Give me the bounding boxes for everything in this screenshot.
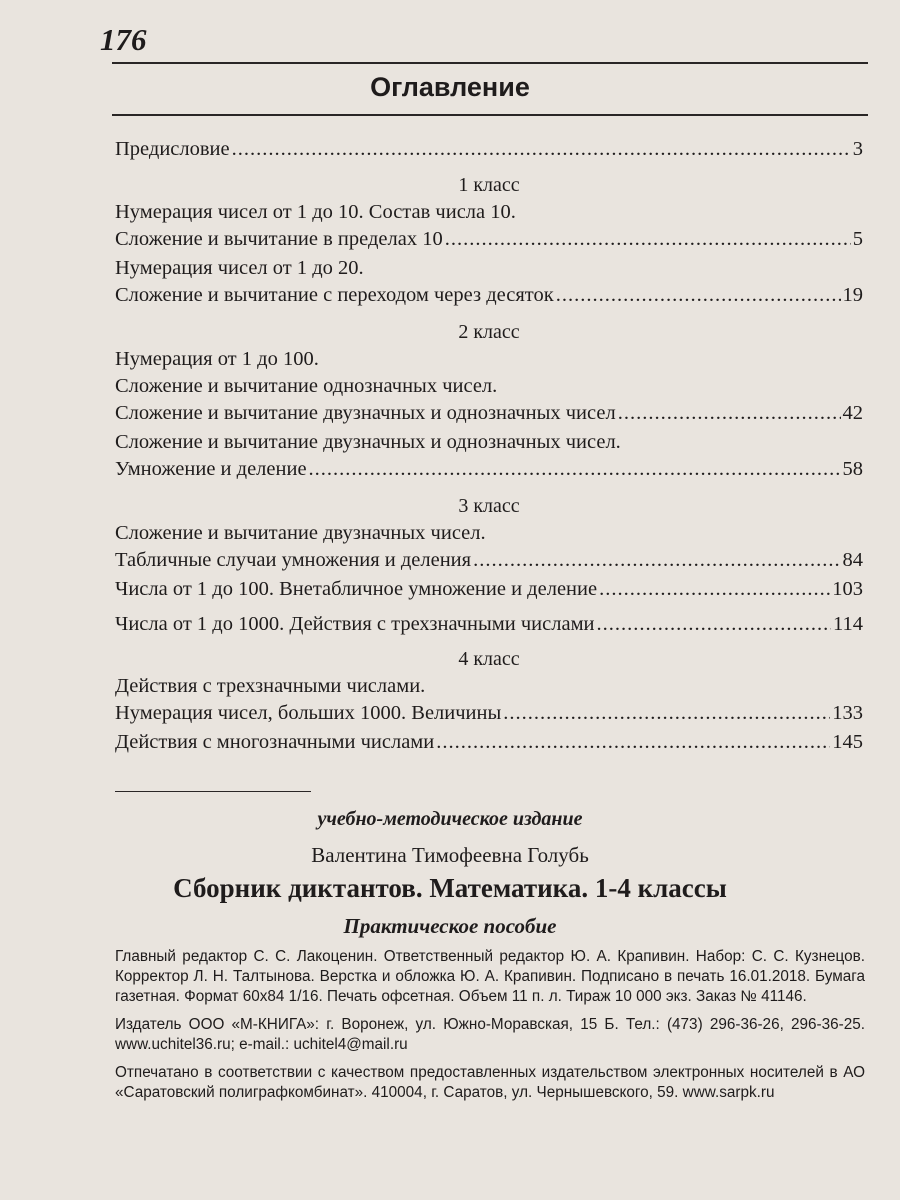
imprint — [115, 947, 865, 1111]
toc-entry-label: Сложение и вычитание однозначных чисел. — [115, 375, 498, 397]
toc-page: 145 — [832, 731, 863, 753]
toc-entry-label: Числа от 1 до 1000. Действия с трехзначными числами — [115, 613, 595, 635]
edition-type: учебно-методическое издание — [317, 808, 583, 830]
credits-text: Главный редактор С. С. Лакоценин. Ответственный редактор Ю. А. Крапивин. Набор: С. С. Кузнецов. Корректор Л. Н. Талтынова. Верстка и обложка Ю. А. Крапивин. Подписано в печать 16.01.2018. Бумага газетная. Формат 60x84 1/16. Печать офсетная. Объем 11 п. л. Тираж 10 000 экз. Заказ № 41146. — [115, 948, 865, 1005]
toc-entry-label: Действия с многозначными числами — [115, 731, 435, 753]
toc-entry[interactable] — [115, 731, 863, 758]
toc-entry[interactable] — [115, 522, 863, 576]
grade-heading-3: 3 класс — [458, 495, 520, 517]
toc-page: 114 — [833, 613, 863, 635]
toc-entry-label: Предисловие — [115, 138, 230, 160]
toc-entry-label: Сложение и вычитание двузначных и однозначных чисел. — [115, 431, 621, 453]
publisher-text: Издатель ООО «М-КНИГА»: г. Воронеж, ул. Южно-Моравская, 15 Б. Тел.: (473) 296-36-26, 296-36-25. www.uchitel36.ru; e-mail.: uchitel4@mail.ru — [115, 1016, 865, 1053]
table-of-contents — [115, 138, 863, 758]
grade-heading-4: 4 класс — [458, 648, 520, 670]
header-rule — [112, 62, 868, 64]
leader-dots — [445, 228, 851, 251]
page-title: Оглавление — [370, 72, 530, 102]
printer-text: Отпечатано в соответствии с качеством предоставленных издательством электронных носителей в АО «Саратовский полиграфкомбинат». 410004, г. Саратов, ул. Чернышевского, 59. www.sarpk.ru — [115, 1064, 865, 1101]
title-rule — [112, 114, 868, 116]
leader-dots — [618, 402, 841, 425]
toc-entry-label: Числа от 1 до 100. Внетабличное умножение и деление — [115, 578, 598, 600]
leader-dots — [599, 578, 830, 601]
toc-page: 3 — [852, 138, 863, 160]
toc-entry-label: Нумерация от 1 до 100. — [115, 348, 319, 370]
toc-page: 19 — [842, 284, 863, 306]
toc-entry-label: Нумерация чисел от 1 до 10. Состав числа 10. — [115, 201, 516, 223]
toc-entry-label: Сложение и вычитание в пределах 10 — [115, 228, 443, 250]
toc-page: 5 — [852, 228, 863, 250]
leader-dots — [556, 284, 841, 307]
toc-entry[interactable] — [115, 257, 863, 311]
toc-entry[interactable] — [115, 431, 863, 485]
toc-entry-label: Умножение и деление — [115, 458, 307, 480]
leader-dots — [473, 549, 840, 572]
leader-dots — [232, 138, 851, 161]
toc-page: 58 — [842, 458, 863, 480]
author-name: Валентина Тимофеевна Голубь — [311, 843, 589, 867]
leader-dots — [503, 702, 830, 725]
toc-entry-label: Сложение и вычитание двузначных чисел. — [115, 522, 486, 544]
grade-heading-1: 1 класс — [458, 174, 520, 196]
toc-entry-label: Действия с трехзначными числами. — [115, 675, 426, 697]
toc-page: 103 — [832, 578, 863, 600]
toc-page: 84 — [842, 549, 863, 571]
leader-dots — [436, 731, 830, 754]
leader-dots — [597, 613, 831, 636]
book-title: Сборник диктантов. Математика. 1-4 классы — [173, 873, 727, 903]
section-divider — [115, 791, 311, 792]
toc-entry-label: Сложение и вычитание двузначных и однозначных чисел — [115, 402, 616, 424]
book-subtitle: Практическое пособие — [343, 914, 557, 938]
toc-entry[interactable] — [115, 675, 863, 729]
toc-entry[interactable] — [115, 348, 863, 429]
toc-entry-label: Нумерация чисел от 1 до 20. — [115, 257, 364, 279]
toc-entry[interactable] — [115, 578, 863, 605]
toc-page: 42 — [842, 402, 863, 424]
toc-entry-label: Нумерация чисел, больших 1000. Величины — [115, 702, 502, 724]
toc-entry-label: Сложение и вычитание с переходом через десяток — [115, 284, 554, 306]
leader-dots — [309, 458, 841, 481]
grade-heading-2: 2 класс — [458, 321, 520, 343]
toc-entry[interactable] — [115, 613, 863, 640]
toc-entry[interactable] — [115, 201, 863, 255]
toc-page: 133 — [832, 702, 863, 724]
toc-entry-preface[interactable] — [115, 138, 863, 165]
toc-entry-label: Табличные случаи умножения и деления — [115, 549, 472, 571]
page-number: 176 — [100, 22, 147, 57]
